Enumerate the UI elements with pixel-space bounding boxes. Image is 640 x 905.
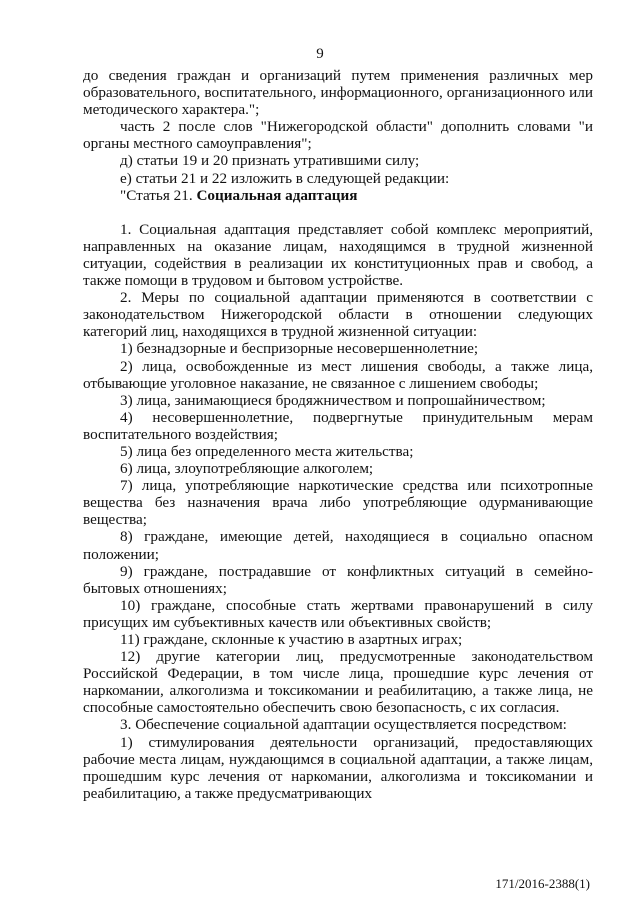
article-title: Социальная адаптация [196, 186, 358, 204]
list-item: 1) безнадзорные и беспризорные несовершеннолетние; [120, 340, 479, 358]
list-item: 10) граждане, способные стать жертвами правонарушений в силу присущих им субъективных качеств или объективных свойств; [83, 596, 593, 631]
list-item: 1) стимулирования деятельности организаций, предоставляющих рабочие места лицам, нуждающимся в социальной адаптации, а также лицам, прошедшим курс лечения от наркомании, алкоголизма и токсикомании и реабилитацию, а также предусматривающих [83, 733, 593, 802]
list-item: 11) граждане, склонные к участию в азартных играх; [120, 631, 463, 648]
document-code: 171/2016-2388(1) [495, 876, 590, 891]
article-heading [83, 187, 593, 204]
paragraph: 1. Социальная адаптация представляет собой комплекс мероприятий, направленных на оказание лицам, находящимся в трудной жизненной ситуации, содействия в реализации их конституционных прав и свобод, а также помощи в трудовом и бытовом устройстве. [83, 220, 593, 290]
list-item: 9) граждане, пострадавшие от конфликтных ситуаций в семейно-бытовых отношениях; [83, 562, 593, 597]
page-number: 9 [316, 46, 324, 62]
list-item: 4) несовершеннолетние, подвергнутые принудительным мерам воспитательного воздействия; [83, 408, 593, 443]
list-item: 7) лица, употребляющие наркотические средства или психотропные вещества без назначения врача либо употребляющие одурманивающие вещества; [83, 477, 593, 529]
list-item: 2) лица, освобожденные из мест лишения свободы, а также лица, отбывающие уголовное наказание, не связанное с лишением свободы; [83, 357, 593, 392]
list-item: 5) лица без определенного места жительства; [120, 442, 414, 460]
paragraph: часть 2 после слов "Нижегородской области" дополнить словами "и органы местного самоуправления"; [83, 118, 593, 153]
paragraph: е) статьи 21 и 22 изложить в следующей редакции: [120, 169, 450, 187]
spacer [83, 204, 593, 221]
document-body [83, 67, 593, 802]
article-prefix: "Статья 21. [120, 186, 197, 204]
list-item: 3) лица, занимающиеся бродяжничеством и попрошайничеством; [120, 391, 546, 409]
paragraph: 3. Обеспечение социальной адаптации осуществляется посредством: [120, 716, 567, 734]
list-item: 6) лица, злоупотребляющие алкоголем; [120, 460, 374, 478]
paragraph: до сведения граждан и организаций путем применения различных мер образовательного, воспитательного, информационного, организационного или методического характера."; [83, 67, 593, 119]
paragraph: 2. Меры по социальной адаптации применяются в соответствии с законодательством Нижегородской области в отношении следующих категорий лиц, находящихся в трудной жизненной ситуации: [83, 289, 593, 341]
paragraph: д) статьи 19 и 20 признать утратившими силу; [120, 152, 420, 170]
list-item: 8) граждане, имеющие детей, находящиеся в социально опасном положении; [83, 528, 593, 563]
list-item: 12) другие категории лиц, предусмотренные законодательством Российской Федерации, в том числе лица, прошедшие курс лечения от наркомании, алкоголизма и токсикомании и реабилитацию, а также лица, не способные самостоятельно обеспечить свою безопасность, с их согласия. [83, 648, 593, 717]
